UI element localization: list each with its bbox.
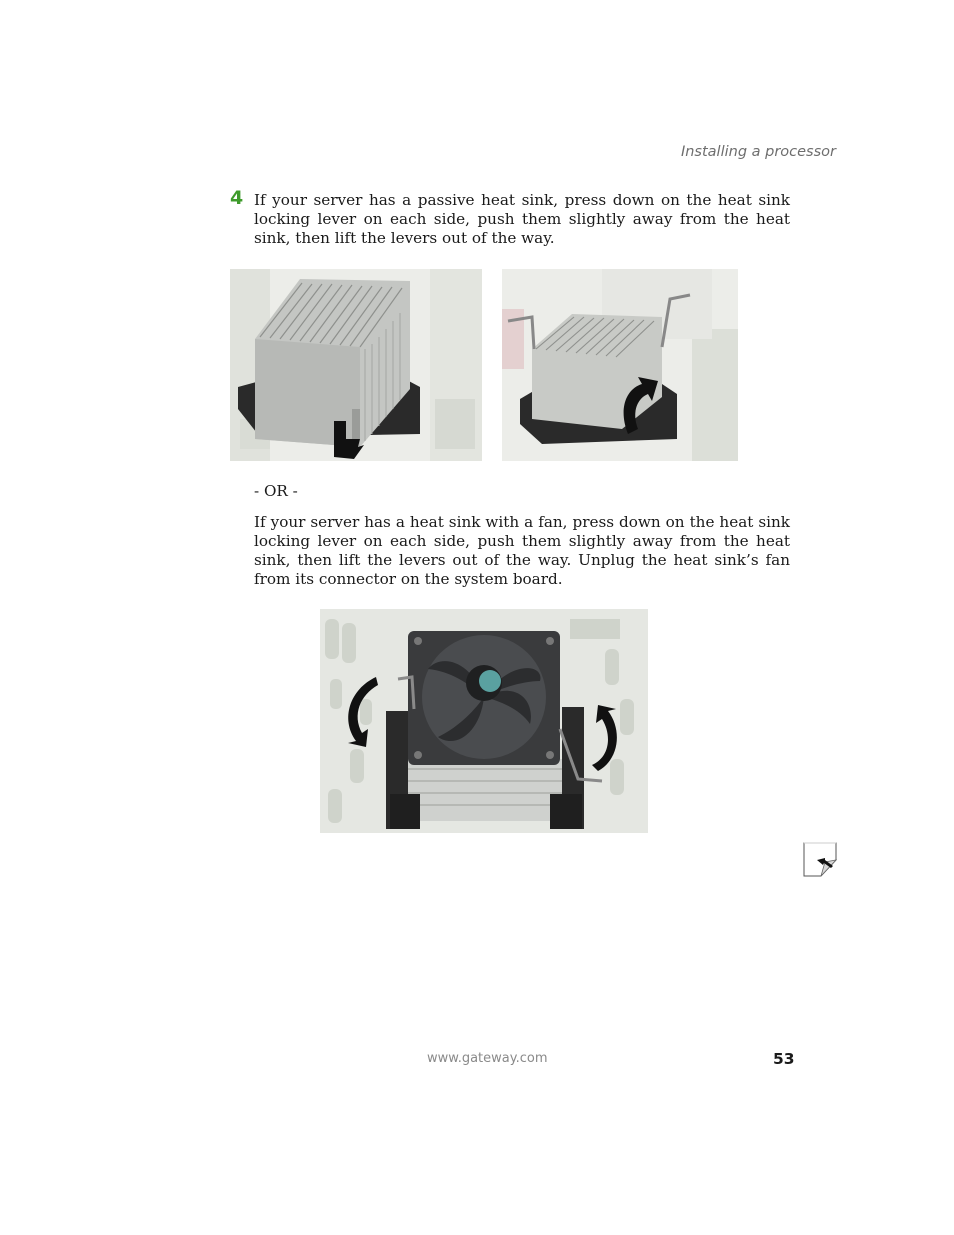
- footer-url: www.gateway.com: [427, 1051, 548, 1066]
- continued-arrow-icon: [803, 842, 837, 877]
- heat-sink-lift-lever-icon: [502, 269, 738, 461]
- fan-heat-sink-instructions: If your server has a heat sink with a fan, press down on the heat sink locking lever on each side, push them slightly away from the heat sink, then lift the levers out of the way. Unplug the heat sink’s fan from its connector on the system board.: [254, 513, 790, 588]
- fan-heat-sink-levers-icon: [320, 609, 648, 833]
- passive-heat-sink-lift-figure: [502, 269, 738, 461]
- or-separator: - OR -: [254, 482, 298, 500]
- page-number: 53: [773, 1050, 795, 1068]
- passive-heat-sink-press-figure: [230, 269, 482, 461]
- fan-heat-sink-figure: [320, 609, 648, 833]
- heat-sink-press-lever-icon: [230, 269, 482, 461]
- running-header: Installing a processor: [680, 144, 836, 160]
- step-instructions: If your server has a passive heat sink, press down on the heat sink locking lever on each side, push them slightly away from the heat sink, then lift the levers out of the way.: [254, 191, 790, 247]
- step-number: 4: [230, 187, 244, 209]
